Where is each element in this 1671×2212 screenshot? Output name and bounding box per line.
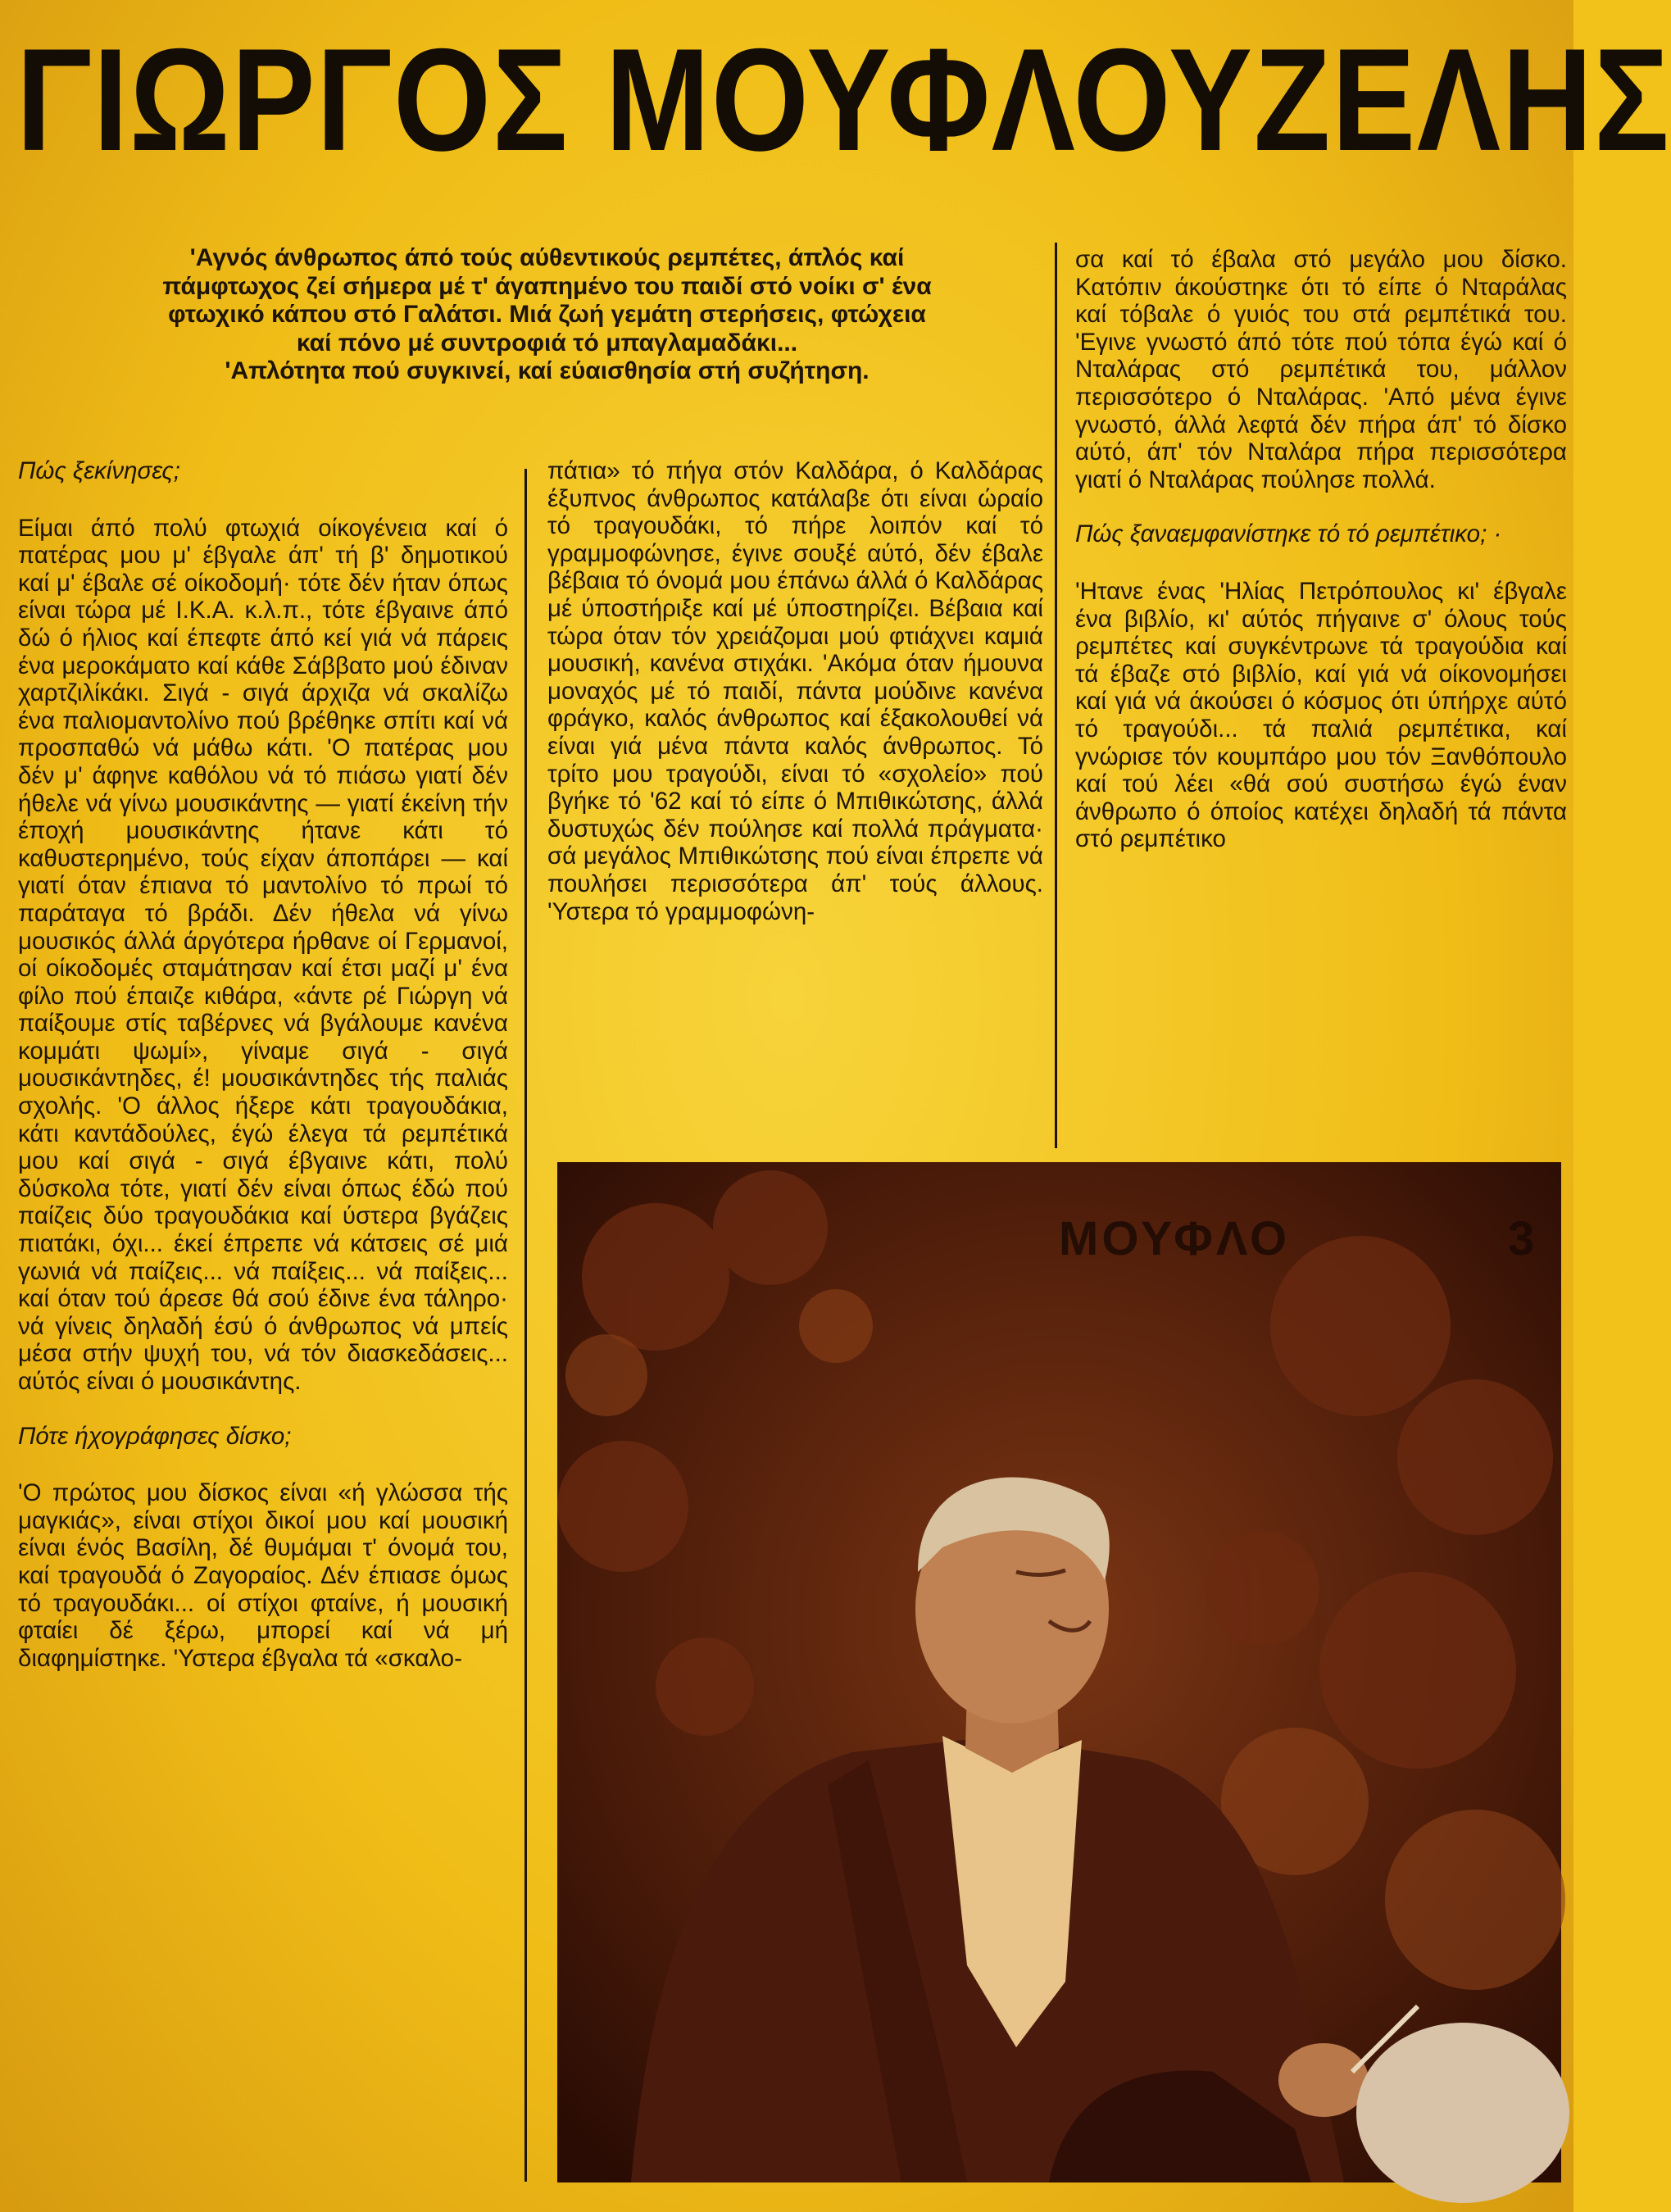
interview-question: Πότε ήχογράφησες δίσκο; <box>18 1422 292 1450</box>
page-title: ΓΙΩΡΓΟΣ ΜΟΥΦΛΟΥΖΕΛΗΣ <box>16 18 1671 181</box>
intro-line: καί πόνο μέ συντροφιά τό μπαγλαμαδάκι... <box>296 329 798 357</box>
column-divider-1 <box>524 469 527 2182</box>
article-column-3 <box>1075 246 1567 1147</box>
portrait-photo <box>557 1162 1561 2182</box>
column-divider-2 <box>1055 243 1057 1148</box>
record-number-text: 3 <box>1508 1212 1535 1265</box>
portrait-illustration <box>557 1162 1561 2182</box>
interview-question: Πώς ξαναεμφανίστηκε τό τό ρεμπέτικο; · <box>1075 520 1502 548</box>
interview-answer: σα καί τό έβαλα στό μεγάλο μου δίσκο. Κατόπιν άκούστηκε ότι τό είπε ό Νταράλας καί τόβαλε ό γυιός του στά ρεμπέτικά του. 'Εγινε γνωστό άπό τότε πού τόπα έγώ καί ό Νταλάρας στό ρεμπέτικά του, μάλλον περισσότερο ό Νταλάρας. 'Από μένα έγινε γνωστό, άλλά λεφτά δέν πήρα άπ' τό δίσκο αύτό, άπ' τόν Νταλάρα πήρα περισσότερα γιατί ό Νταλάρας πούλησε πολλά. <box>1075 246 1567 493</box>
interview-answer: Είμαι άπό πολύ φτωχιά οίκογένεια καί ό πατέρας μου μ' έβγαλε άπ' τή β' δημοτικού καί μ' έβαλε σέ οίκοδομή· τότε δέν ήταν όπως είναι τώρα μέ Ι.Κ.Α. κ.λ.π., τότε έβγαινε άπό δώ ό ήλιος καί έπεφτε άπό κεί γιά νά πάρεις ένα μεροκάματο καί κάθε Σάββατο μού έδιναν χαρτζιλίκάκι. Σιγά - σιγά άρχιζα νά σκαλίζω ένα παλιομαντολίνο πού βρέθηκε σπίτι καί νά προσπαθώ νά μάθω κάτι. 'Ο πατέρας μου δέν μ' άφηνε καθόλου νά τό πιάσω γιατί δέν ήθελε νά γίνω μουσικάντης — γιατί έκείνη τήν έποχή μουσικάντης ήτανε κάτι τό καθυστερημένο, τούς είχαν άποπάρει — καί γιατί όταν έπιανα τό μαντολίνο τό πρωί τό παράταγα τό βράδι. Δέν ήθελα νά γίνω μουσικός άλλά άργότερα ήρθανε οί Γερμανοί, οί οίκοδομές σταμάτησαν καί έτσι μαζί μ' ένα φίλο πού έπαιζε κιθάρα, «άντε ρέ Γιώργη νά παίξουμε στίς ταβέρνες νά βγάλουμε κανένα κομμάτι ψωμί», γίναμε σιγά - σιγά μουσικάντηδες, έ! μουσικάντηδες τής παλιάς σχολής. 'Ο άλλος ήξερε κάτι τραγουδάκια, κάτι καντάδούλες, έγώ έλεγα τά ρεμπέτικά μου καί σιγά - σιγά έβγαινε κάτι, πολύ δύσκολα τότε, γιατί δέν είναι όπως έδώ πού παίζεις δύο τραγουδάκια καί ύστερα βγάζεις πιατάκι, όχι... έκεί έπρεπε νά κάτσεις σέ μιά γωνιά νά παίζεις... νά παίξεις... νά παίξεις... καί όταν τού άρεσε θά σού έδινε ένα τάληρο· νά γίνεις δηλαδή έσύ ό άνθρωπος νά μπείς μέσα στήν ψυχή του, νά τόν διασκεδάσεις... αύτός είναι ό μουσικάντης. <box>18 514 508 1395</box>
article-column-2 <box>547 457 1043 1146</box>
article-intro <box>49 244 1045 386</box>
article-column-1 <box>18 457 508 2187</box>
intro-line: πάμφτωχος ζεί σήμερα μέ τ' άγαπημένο του παιδί στό νοίκι σ' ένα <box>162 272 932 300</box>
interview-question: Πώς ξεκίνησες; <box>18 457 180 484</box>
intro-line: 'Αγνός άνθρωπος άπό τούς αύθεντικούς ρεμπέτες, άπλός καί <box>189 244 905 271</box>
interview-answer: 'Ητανε ένας 'Ηλίας Πετρόπουλος κι' έβγαλε ένα βιβλίο, κι' αύτός πήγαινε σ' όλους τούς ρεμπέτες καί συγκέντρωνε τά τραγούδια καί τά έβαζε στό βιβλίο, καί γιά νά οίκονομήσει καί γιά νά άκούσει ό κόσμος ότι ύπήρχε αύτό τό τραγούδι... τά παλιά ρεμπέτικα, καί γνώρισε τόν κουμπάρο μου τόν Ξανθόπουλο καί τού λέει «θά σού συστήσω έγώ έναν άνθρωπο ό όποίος κατέχει δηλαδή τά πάντα στό ρεμπέτικο <box>1075 577 1567 853</box>
intro-line: φτωχικό κάπου στό Γαλάτσι. Μιά ζωή γεμάτη στερήσεις, φτώχεια <box>168 301 926 328</box>
interview-answer: πάτια» τό πήγα στόν Καλδάρα, ό Καλδάρας έξυπνος άνθρωπος κατάλαβε ότι είναι ώραίο τό τραγουδάκι, τό πήρε λοιπόν καί τό γραμμοφώνησε, έγινε σουξέ αύτό, δέν έβαλε βέβαια τό όνομά μου έπάνω άλλά ό Καλδάρας μέ ύποστήριξε καί μέ ύποστηρίζει. Βέβαια καί τώρα όταν τόν χρειάζομαι μού φτιάχνει καμιά μουσική, κανένα στιχάκι. 'Ακόμα όταν ήμουνα μοναχός μέ τό παιδί, πάντα μούδινε κανένα φράγκο, καλός άνθρωπος καί έξακολουθεί νά είναι γιά μένα πάντα καλός άνθρωπος. Τό τρίτο μου τραγούδι, είναι τό «σχολείο» πού βγήκε τό '62 καί τό είπε ό Μπιθικώτσης, άλλά δυστυχώς δέν πούλησε καί πολλά πράγματα· σά μεγάλος Μπιθικώτσης πού είναι έπρεπε νά πουλήσει περισσότερα άπ' τούς άλλους. 'Υστερα τό γραμμοφώνη- <box>547 457 1043 925</box>
record-label-text: ΜΟΥΦΛΟ <box>1059 1212 1291 1265</box>
intro-line: 'Απλότητα πού συγκινεί, καί εύαισθησία στή συζήτηση. <box>225 357 870 384</box>
interview-answer: 'Ο πρώτος μου δίσκος είναι «ή γλώσσα τής μαγκιάς», είναι στίχοι δικοί μου καί μουσική είναι ένός Βασίλη, δέ θυμάμαι τ' όνομά του, καί τραγουδά ό Ζαγοραίος. Δέν έπιασε όμως τό τραγουδάκι... οί στίχοι φταίνε, ή μουσική φταίει δέ ξέρω, μπορεί καί νά μή διαφημίστηκε. 'Υστερα έβγαλα τά «σκαλο- <box>18 1479 508 1672</box>
